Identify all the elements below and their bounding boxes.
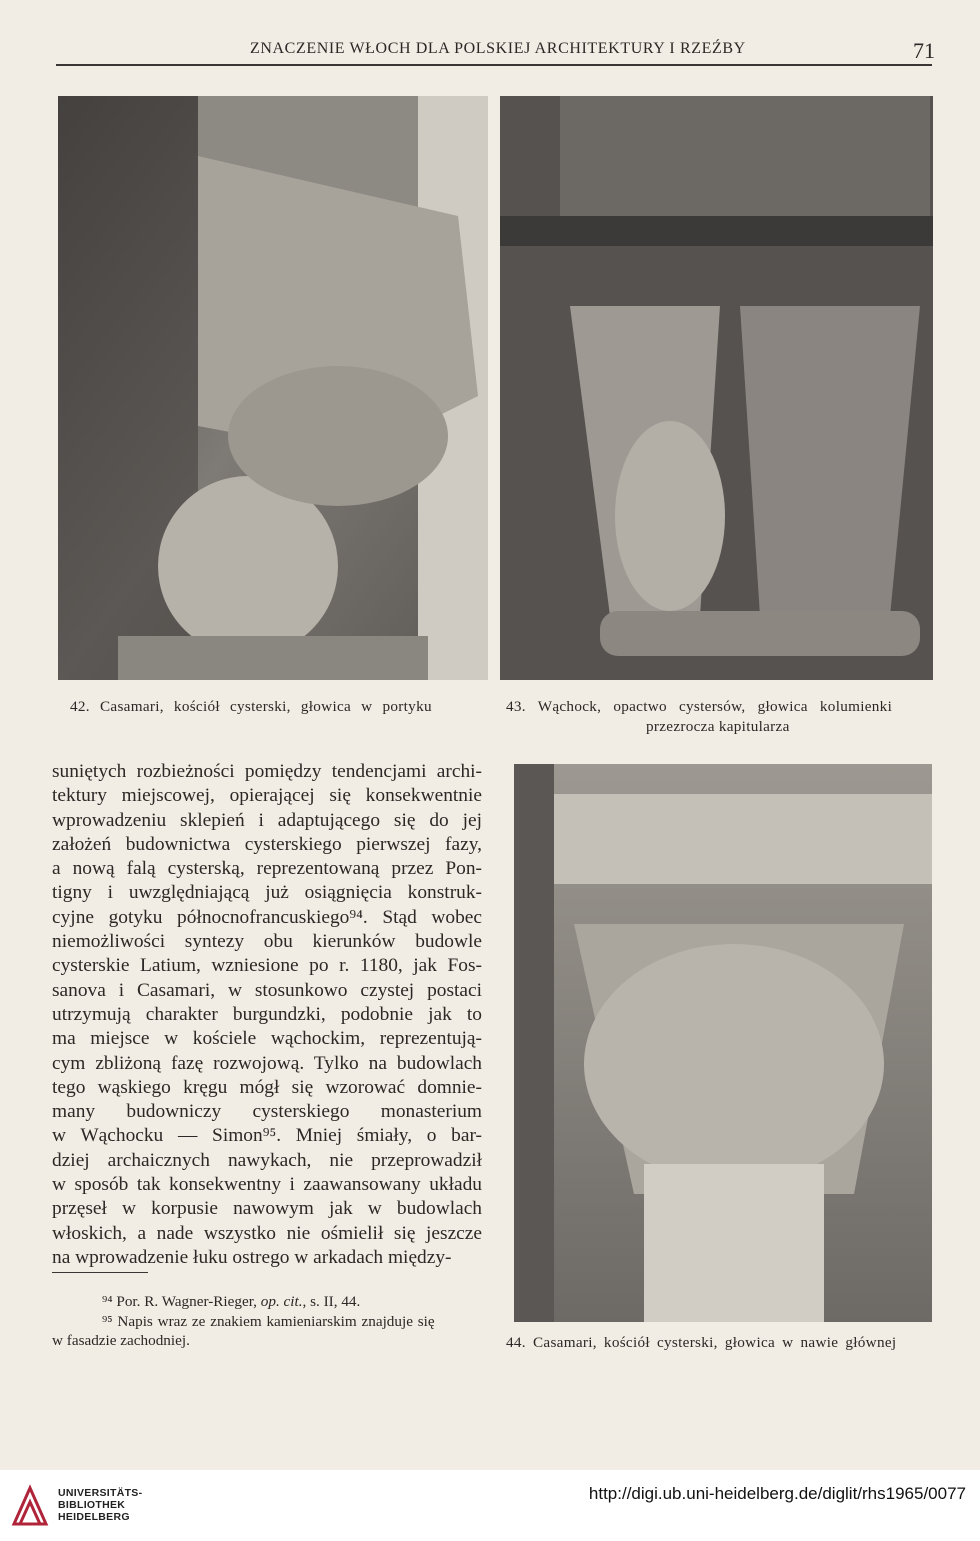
body-line: ma miejsce w kościele wąchockim, reprezentują-	[52, 1028, 482, 1050]
source-url-link[interactable]: http://digi.ub.uni-heidelberg.de/diglit/rhs1965/0077	[588, 1484, 966, 1503]
library-logo-icon	[10, 1484, 50, 1530]
photo-figure-44	[514, 764, 932, 1322]
running-header: ZNACZENIE WŁOCH DLA POLSKIEJ ARCHITEKTURY I RZEŹBY	[250, 40, 746, 57]
caption-figure-43-line1: 43. Wąchock, opactwo cystersów, głowica kolumienki	[506, 698, 893, 715]
body-line: many budowniczy cysterskiego monasterium	[52, 1101, 482, 1123]
body-line: wprowadzeniu sklepień i adaptującego się do jej	[52, 809, 482, 831]
body-line: suniętych rozbieżności pomiędzy tendencjami archi-	[52, 761, 482, 782]
body-line: przęseł w korpusie nawowym jak w budowlach	[52, 1198, 482, 1220]
library-name-line1: UNIVERSITÄTS-	[58, 1487, 143, 1499]
body-line: włoskich, a nade wszystko nie ośmielił się jeszcze	[52, 1222, 482, 1244]
header-rule	[56, 64, 932, 66]
footnote-94-italic: op. cit.	[260, 1293, 303, 1310]
photo-figure-42	[58, 96, 488, 680]
library-name-line3: HEIDELBERG	[58, 1511, 130, 1523]
body-line: w sposób tak konsekwentny i zaawansowany układu	[52, 1174, 482, 1196]
library-footer	[0, 1470, 980, 1541]
body-line: w Wąchocku — Simon⁹⁵. Mniej śmiały, o bar-	[52, 1125, 482, 1147]
body-line: a nową falą cysterską, reprezentowaną przez Pon-	[52, 858, 482, 880]
library-name	[58, 1487, 142, 1523]
body-line: cym zbliżoną fazę rozwojową. Tylko na budowlach	[52, 1052, 482, 1074]
body-line: utrzymują charakter burgundzki, podobnie jak to	[52, 1003, 482, 1025]
library-name-line2: BIBLIOTHEK	[58, 1499, 126, 1511]
page-number: 71	[913, 38, 935, 63]
body-line: tego wąskiego kręgu mógł się wzorować domnie-	[52, 1076, 482, 1098]
caption-figure-44: 44. Casamari, kościół cysterski, głowica w nawie głównej	[506, 1334, 897, 1351]
body-line: tektury miejscowej, opierającej się konsekwentnie	[52, 785, 482, 807]
footnote-94	[102, 1292, 360, 1311]
footnote-95-line2: w fasadzie zachodniej.	[52, 1332, 190, 1349]
footnote-94-suffix: , s. II, 44.	[302, 1293, 361, 1310]
body-line: cysterskie Latium, wzniesione po r. 1180, jak Fos-	[52, 955, 482, 977]
body-line: sanova i Casamari, w stosunkowo czystej postaci	[52, 979, 482, 1001]
body-line: założeń budownictwa cysterskiego pierwszej fazy,	[52, 833, 482, 855]
body-line: tigny i uwzględniającą już osiągnięcia konstruk-	[52, 882, 482, 904]
body-line: niemożliwości syntezy obu kierunków budowle	[52, 931, 482, 953]
footnote-95-line1: ⁹⁵ Napis wraz ze znakiem kamieniarskim znajduje się	[102, 1313, 435, 1330]
body-text	[52, 760, 482, 1270]
body-line: dziej archaicznych nawykach, nie przeprowadził	[52, 1149, 482, 1171]
footnote-rule	[52, 1272, 148, 1273]
photo-figure-43	[500, 96, 933, 680]
caption-figure-43-line2: przezrocza kapitularza	[646, 718, 790, 735]
footnote-94-text: ⁹⁴ Por. R. Wagner-Rieger,	[102, 1293, 261, 1310]
body-line: na wprowadzenie łuku ostrego w arkadach między-	[52, 1246, 452, 1268]
body-line: cyjne gotyku północnofrancuskiego⁹⁴. Stąd wobec	[52, 906, 482, 928]
caption-figure-42: 42. Casamari, kościół cysterski, głowica w portyku	[70, 698, 432, 715]
